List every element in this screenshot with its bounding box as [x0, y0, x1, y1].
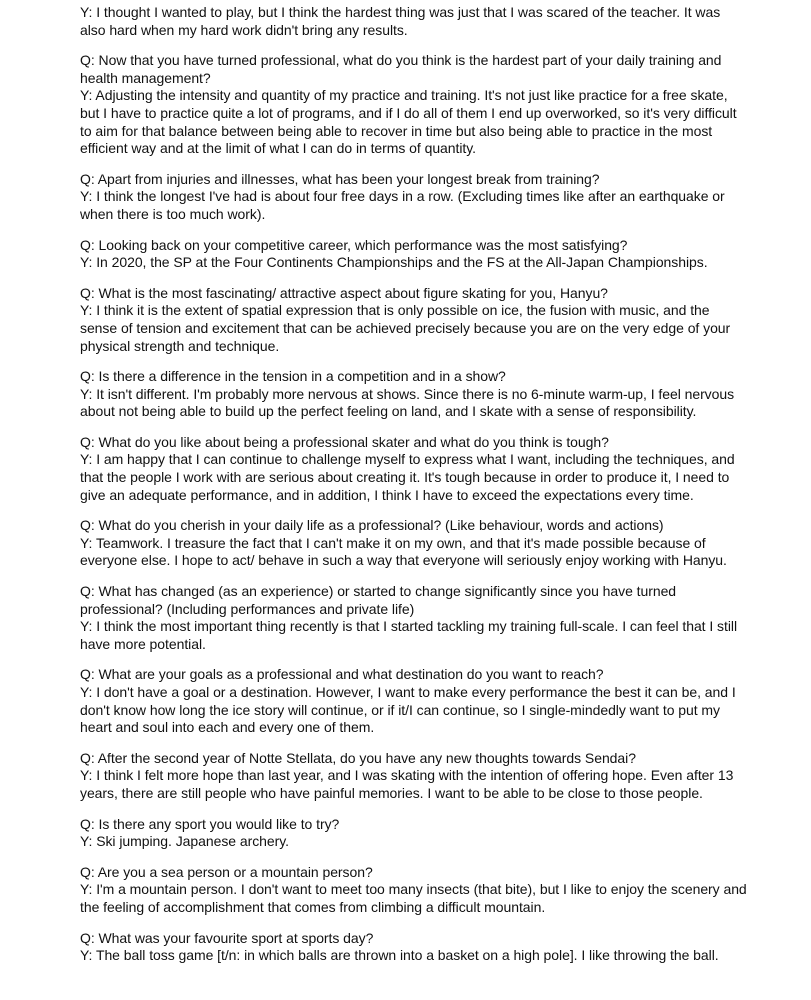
answer-line: Y: I think the most important thing recently is that I started tackling my training full-scale. I can feel that I still	[80, 618, 738, 635]
text-line: sense of tension and excitement that can be achieved precisely because you are on the very edge of your	[80, 319, 731, 336]
text-line: to aim for that balance between being able to recover in time but also being able to practice in the most	[80, 122, 713, 139]
qa-block	[80, 816, 747, 851]
answer-line: Y: I'm a mountain person. I don't want to meet too many insects (that bite), but I like to enjoy the scenery and	[80, 881, 747, 898]
text-line: the feeling of accomplishment that comes from climbing a difficult mountain.	[80, 898, 546, 915]
answer-line: Y: I think it is the extent of spatial expression that is only possible on ice, the fusion with music, and the	[80, 302, 710, 319]
text-line: everyone else. I hope to act/ behave in such a way that everyone will seriously enjoy working with Hanyu.	[80, 552, 727, 569]
qa-block	[80, 4, 747, 39]
text-line: physical strength and technique.	[80, 337, 280, 354]
text-line: but I have to practice quite a lot of programs, and if I do all of them I end up overworked, so it's very difficult	[80, 104, 737, 121]
question-line: Q: What has changed (as an experience) or started to change significantly since you have turned	[80, 583, 677, 600]
qa-block	[80, 930, 747, 965]
text-line: health management?	[80, 69, 211, 86]
answer-line: Y: Adjusting the intensity and quantity of my practice and training. It's not just like practice for a free skate,	[80, 87, 728, 104]
question-line: Q: Are you a sea person or a mountain person?	[80, 863, 373, 880]
answer-line: Y: I am happy that I can continue to challenge myself to express what I want, including the techniques, and	[80, 451, 735, 468]
text-line: that the people I work with are serious about creating it. It's tough because in order to produce it, I need to	[80, 469, 730, 486]
text-line: about not being able to build up the perfect feeling on land, and I skate with a sense of responsibility.	[80, 403, 697, 420]
question-line: Q: Now that you have turned professional, what do you think is the hardest part of your daily training and	[80, 52, 722, 69]
answer-line: Y: Ski jumping. Japanese archery.	[80, 833, 289, 850]
qa-block	[80, 864, 747, 917]
qa-block	[80, 583, 747, 653]
qa-block	[80, 237, 747, 272]
text-line: have more potential.	[80, 635, 206, 652]
text-line: heart and soul into each and every one of them.	[80, 719, 375, 736]
qa-block	[80, 434, 747, 504]
text-line: professional? (Including performances and private life)	[80, 600, 415, 617]
question-line: Q: Looking back on your competitive career, which performance was the most satisfying?	[80, 236, 628, 253]
question-line: Q: What do you like about being a professional skater and what do you think is tough?	[80, 433, 609, 450]
answer-line: Y: I think the longest I've had is about four free days in a row. (Excluding times like after an earthquake or	[80, 188, 725, 205]
question-line: Q: Is there any sport you would like to try?	[80, 815, 340, 832]
answer-line: Y: I don't have a goal or a destination. However, I want to make every performance the best it can be, and I	[80, 684, 736, 700]
question-line: Q: Apart from injuries and illnesses, what has been your longest break from training?	[80, 170, 600, 187]
text-line: when there is too much work).	[80, 205, 266, 222]
answer-line: Y: I think I felt more hope than last year, and I was skating with the intention of offering hope. Even after 13	[80, 767, 734, 784]
qa-block	[80, 171, 747, 224]
qa-block	[80, 666, 747, 736]
text-line: give an adequate performance, and in addition, I think I have to exceed the expectations every time.	[80, 486, 694, 503]
answer-line: Y: It isn't different. I'm probably more nervous at shows. Since there is no 6-minute warm-up, I feel nervous	[80, 385, 735, 402]
question-line: Q: What do you cherish in your daily life as a professional? (Like behaviour, words and actions)	[80, 517, 664, 534]
text-line: years, there are still people who have painful memories. I want to be able to be close to those people.	[80, 784, 703, 801]
question-line: Q: What are your goals as a professional and what destination do you want to reach?	[80, 666, 604, 683]
question-line: Q: What was your favourite sport at sports day?	[80, 929, 374, 946]
question-line: Q: Is there a difference in the tension in a competition and in a show?	[80, 368, 506, 385]
qa-block	[80, 285, 747, 355]
text-line: also hard when my hard work didn't bring any results.	[80, 21, 408, 38]
qa-block	[80, 368, 747, 421]
answer-line: Y: Teamwork. I treasure the fact that I can't make it on my own, and that it's made possible because of	[80, 534, 706, 551]
question-line: Q: What is the most fascinating/ attractive aspect about figure skating for you, Hanyu?	[80, 284, 608, 301]
answer-line: Y: The ball toss game [t/n: in which balls are thrown into a basket on a high pole]. I like throwing the ball.	[80, 947, 719, 964]
question-line: Q: After the second year of Notte Stellata, do you have any new thoughts towards Sendai?	[80, 749, 636, 766]
qa-block	[80, 750, 747, 803]
interview-document	[80, 4, 747, 978]
text-line: don't know how long the ice story will continue, or if it/I can continue, so I single-mindedly want to put my	[80, 701, 720, 718]
qa-block	[80, 52, 747, 158]
answer-line: Y: I thought I wanted to play, but I think the hardest thing was just that I was scared of the teacher. It was	[80, 4, 721, 20]
qa-block	[80, 517, 747, 570]
answer-line: Y: In 2020, the SP at the Four Continents Championships and the FS at the All-Japan Championships.	[80, 254, 708, 271]
text-line: efficient way and at the limit of what I can do in terms of quantity.	[80, 140, 477, 157]
